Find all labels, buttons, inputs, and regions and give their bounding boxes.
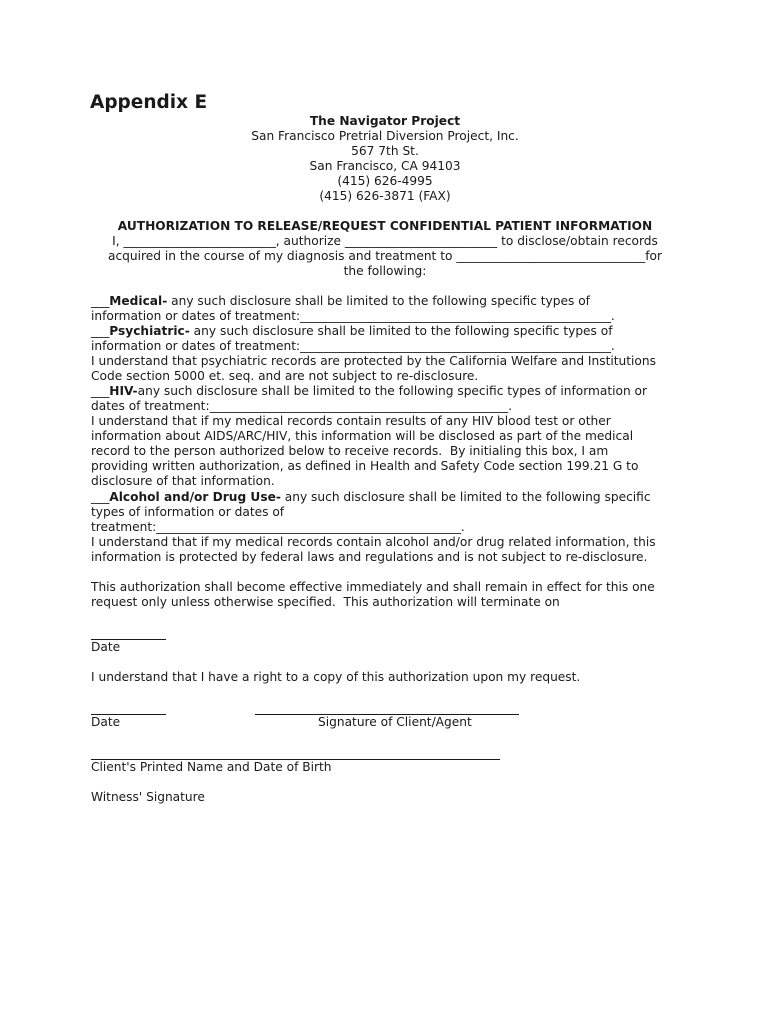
psychiatric-text-1: any such disclosure shall be limited to the following specific types of — [189, 324, 613, 338]
fax-number: (415) 626-3871 (FAX) — [319, 189, 451, 203]
intro-line-2[interactable]: acquired in the course of my diagnosis and treatment to _______________________________for — [108, 249, 662, 263]
form-heading: AUTHORIZATION TO RELEASE/REQUEST CONFIDENTIAL PATIENT INFORMATION — [117, 219, 653, 233]
signature-label: Signature of Client/Agent — [318, 715, 472, 729]
witness-signature-label: Witness' Signature — [91, 790, 205, 804]
medical-section — [91, 294, 590, 309]
phone-number: (415) 626-4995 — [337, 174, 433, 188]
city-address: San Francisco, CA 94103 — [309, 159, 461, 173]
printed-name-label: Client's Printed Name and Date of Birth — [91, 760, 332, 774]
psychiatric-label: Psychiatric- — [109, 324, 190, 338]
project-name: The Navigator Project — [309, 114, 461, 128]
alcohol-note-1: I understand that if my medical records contain alcohol and/or drug related information, this — [91, 535, 656, 549]
medical-label: Medical- — [109, 294, 168, 308]
hiv-note-4: providing written authorization, as defined in Health and Safety Code section 199.21 G to — [91, 459, 639, 473]
medical-initial-blank[interactable]: ___ — [91, 294, 110, 308]
alcohol-section — [91, 490, 651, 505]
psychiatric-section — [91, 324, 613, 339]
psychiatric-note-1: I understand that psychiatric records are protected by the California Welfare and Institutions — [91, 354, 656, 368]
alcohol-text-1: any such disclosure shall be limited to the following specific — [280, 490, 651, 504]
hiv-label: HIV- — [109, 384, 138, 398]
termination-date-label: Date — [91, 640, 121, 654]
effective-line-1: This authorization shall become effective immediately and shall remain in effect for this one — [91, 580, 655, 594]
hiv-text-1: any such disclosure shall be limited to the following specific types of information or — [137, 384, 648, 398]
organization-name: San Francisco Pretrial Diversion Project, Inc. — [251, 129, 519, 143]
hiv-initial-blank[interactable]: ___ — [91, 384, 110, 398]
appendix-title: Appendix E — [90, 92, 208, 113]
street-address: 567 7th St. — [351, 144, 419, 158]
hiv-note-1: I understand that if my medical records contain results of any HIV blood test or other — [91, 414, 611, 428]
alcohol-text-2: types of information or dates of — [91, 505, 285, 519]
copy-right-statement: I understand that I have a right to a copy of this authorization upon my request. — [91, 670, 581, 684]
alcohol-label: Alcohol and/or Drug Use- — [109, 490, 281, 504]
alcohol-note-2: information is protected by federal laws and regulations and is not subject to re-disclosure. — [91, 550, 648, 564]
medical-dates-field[interactable]: information or dates of treatment:___________________________________________________. — [91, 309, 615, 323]
psychiatric-dates-field[interactable]: information or dates of treatment:___________________________________________________. — [91, 339, 615, 353]
hiv-section — [91, 384, 647, 399]
alcohol-initial-blank[interactable]: ___ — [91, 490, 110, 504]
hiv-note-3: record to the person authorized below to receive records. By initialing this box, I am — [91, 444, 609, 458]
intro-line-3: the following: — [343, 264, 427, 278]
intro-line-1[interactable]: I, _________________________, authorize _________________________ to disclose/obtain records — [112, 234, 658, 248]
effective-line-2: request only unless otherwise specified. This authorization will terminate on — [91, 595, 560, 609]
signing-date-label: Date — [91, 715, 121, 729]
alcohol-dates-field[interactable]: treatment:__________________________________________________. — [91, 520, 465, 534]
psychiatric-initial-blank[interactable]: ___ — [91, 324, 110, 338]
hiv-note-2: information about AIDS/ARC/HIV, this information will be disclosed as part of the medical — [91, 429, 634, 443]
psychiatric-note-2: Code section 5000 et. seq. and are not subject to re-disclosure. — [91, 369, 479, 383]
hiv-dates-field[interactable]: dates of treatment:_________________________________________________. — [91, 399, 513, 413]
medical-text-1: any such disclosure shall be limited to the following specific types of — [167, 294, 590, 308]
hiv-note-5: disclosure of that information. — [91, 474, 275, 488]
